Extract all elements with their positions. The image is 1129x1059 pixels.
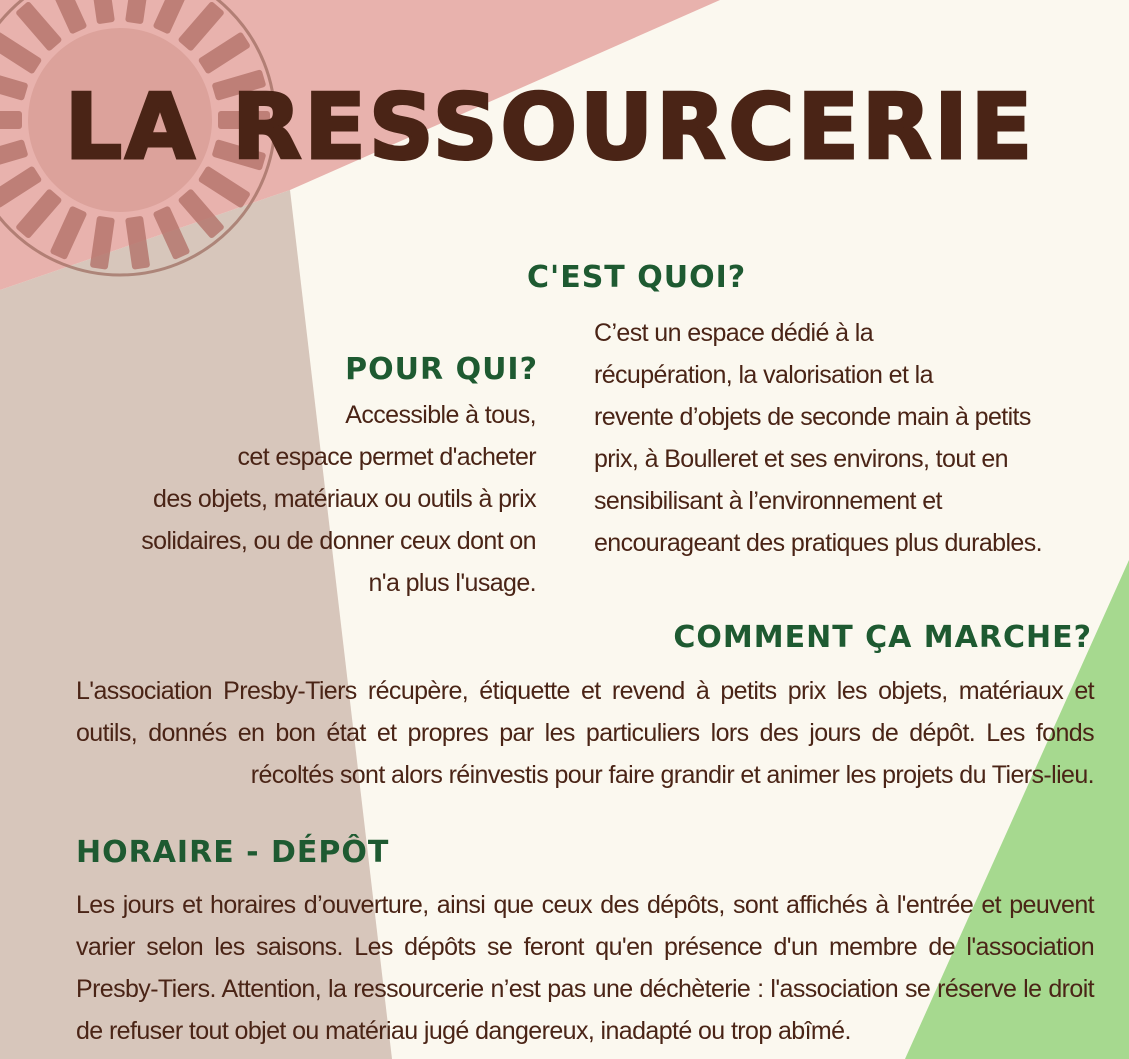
pour-qui-line: n'a plus l'usage. — [368, 569, 536, 597]
poster-title: LA RESSOURCERIE — [64, 75, 1036, 180]
cest-quoi-line: C’est un espace dédié à la — [594, 319, 874, 347]
cest-quoi-paragraph — [594, 312, 1074, 564]
horaire-paragraph: Les jours et horaires d’ouverture, ainsi que ceux des dépôts, sont affichés à l'entrée et peuvent varier selon les saisons. Les dépôts se feront qu'en présence d'un membre de l'association Presby-Tiers. Attention, la ressourcerie n’est pas une déchèterie : l'association se réserve le droit de refuser tout objet ou matériau jugé dangereux, inadapté ou trop abîmé. — [76, 891, 1094, 1045]
cest-quoi-line: récupération, la valorisation et la — [594, 361, 933, 389]
pour-qui-line: solidaires, ou de donner ceux dont on — [141, 527, 536, 555]
cest-quoi-line: sensibilisant à l’environnement et — [594, 487, 942, 515]
heading-horaire-depot: HORAIRE - DÉPÔT — [76, 835, 390, 870]
cest-quoi-line: revente d’objets de seconde main à petits — [594, 403, 1031, 431]
heading-cest-quoi: C'EST QUOI? — [527, 260, 747, 295]
comment-paragraph: L'association Presby-Tiers récupère, étiquette et revend à petits prix les objets, matériaux et outils, donnés en bon état et propres par les particuliers lors des jours de dépôt. Les fonds récoltés sont alors réinvestis pour faire grandir et animer les projets du Tiers-lieu. — [76, 677, 1094, 789]
heading-pour-qui: POUR QUI? — [345, 352, 538, 387]
pour-qui-line: Accessible à tous, — [345, 401, 536, 429]
pour-qui-line: cet espace permet d'acheter — [237, 443, 536, 471]
pour-qui-line: des objets, matériaux ou outils à prix — [153, 485, 536, 513]
pour-qui-paragraph — [90, 394, 536, 604]
heading-comment-ca-marche: COMMENT ÇA MARCHE? — [673, 620, 1092, 655]
cest-quoi-line: prix, à Boulleret et ses environs, tout en — [594, 445, 1008, 473]
cest-quoi-line: encourageant des pratiques plus durables. — [594, 529, 1042, 557]
